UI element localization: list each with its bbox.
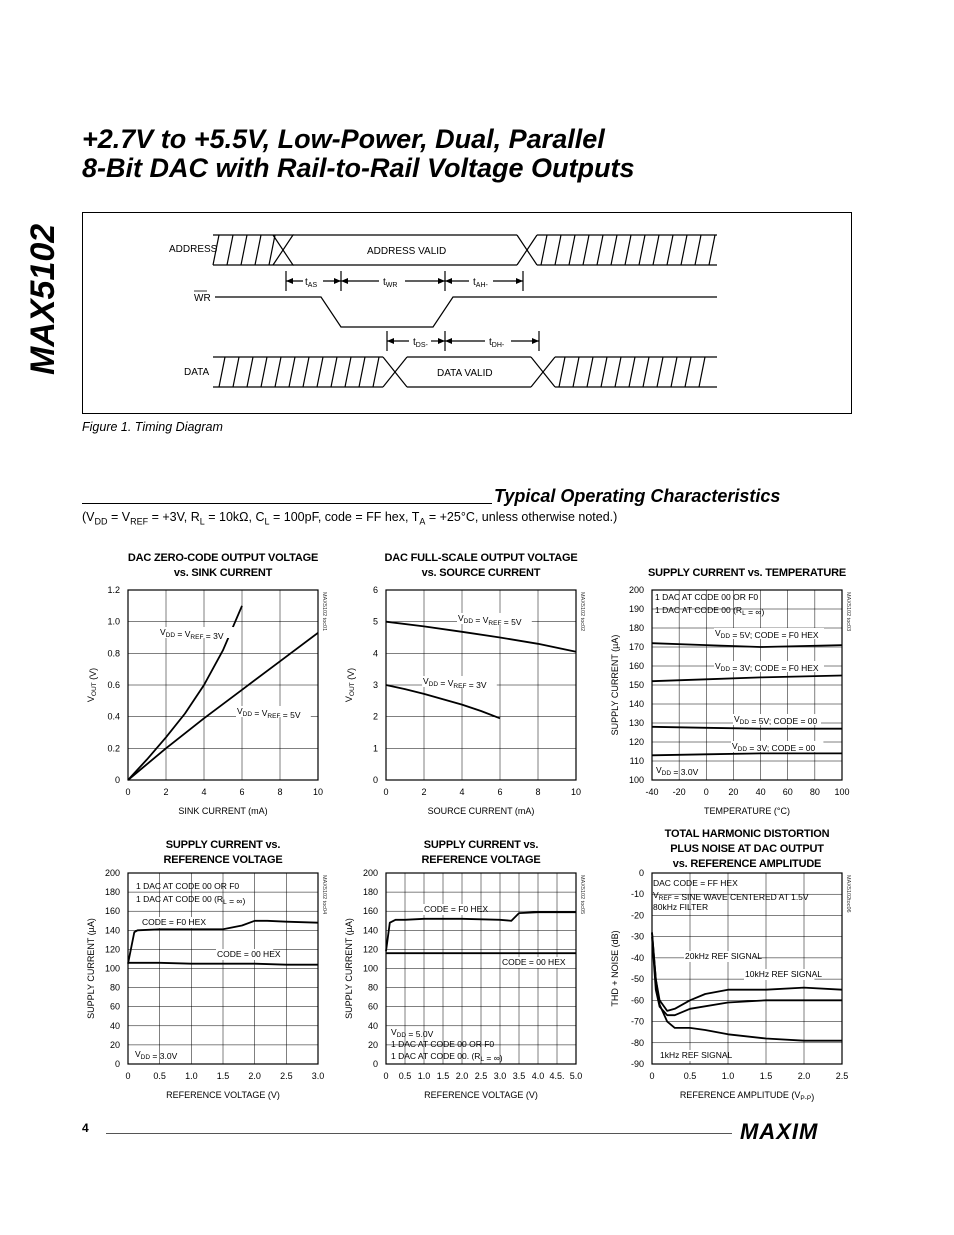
chart-title [356, 551, 606, 581]
chart-svg [80, 830, 340, 1105]
x-tick-label: 4 [459, 787, 465, 797]
side-part-number [10, 210, 66, 380]
series-label: CODE = F0 HEX [424, 904, 489, 914]
x-tick-label: 0 [703, 787, 709, 797]
y-tick-label: 40 [109, 1020, 120, 1031]
x-tick-label: 4 [201, 787, 207, 797]
chart-code: MAX5102 toc04 [321, 875, 327, 915]
conditions-part: = +25°C, unless otherwise noted.) [425, 510, 618, 524]
x-tick-label: 5.0 [569, 1071, 583, 1081]
chart-supply-current-temperature [603, 548, 855, 823]
chart-thd-noise [603, 830, 855, 1105]
y-tick-label: 60 [109, 1001, 120, 1012]
x-tick-label: 2 [421, 787, 427, 797]
chart-note: $V_{DD} = 5.0V$ [391, 1027, 434, 1039]
x-tick-label: 0.5 [153, 1071, 166, 1081]
chart-full-scale-output [338, 548, 598, 823]
x-tick-label: 6 [497, 787, 503, 797]
conditions-part: = V [107, 510, 131, 524]
series-label: CODE = F0 HEX [142, 917, 207, 927]
x-tick-label: 0 [125, 787, 131, 797]
chart-note: 1 DAC AT CODE 00 OR F0 [136, 881, 240, 891]
series-line-0 [386, 622, 576, 652]
x-tick-label: -20 [672, 787, 686, 797]
x-tick-label: 2.5 [474, 1071, 488, 1081]
chart-code: MAX5102toc06 [845, 875, 851, 913]
chart-title [622, 566, 872, 581]
conditions-part: = 100pF, code = FF hex, T [269, 510, 420, 524]
y-tick-label: 190 [628, 604, 644, 614]
x-tick-label: 8 [277, 787, 283, 797]
y-tick-label: 3 [372, 680, 378, 690]
series-label: $V_{DD} = 5V$; CODE = F0 HEX [715, 628, 819, 640]
series-line-1 [128, 963, 318, 965]
y-tick-label: 0.2 [107, 743, 120, 754]
y-tick-label: 20 [367, 1039, 378, 1050]
chart-title-line: PLUS NOISE AT DAC OUTPUT [670, 843, 824, 855]
series-line-3 [652, 753, 842, 755]
y-tick-label: 0.6 [107, 680, 120, 690]
x-tick-label: 0.5 [398, 1071, 412, 1081]
x-tick-label: 2.0 [797, 1071, 811, 1081]
y-tick-label: 2 [372, 711, 378, 722]
chart-title-line: vs. SOURCE CURRENT [421, 567, 541, 579]
chart-supply-current-ref-5v [338, 830, 598, 1105]
y-tick-label: 180 [104, 887, 120, 898]
timing-label-t-wr: WR [385, 282, 398, 289]
chart-note: 1 DAC AT CODE 00. ($R_L$ = ∞) [391, 1051, 503, 1063]
y-tick-label: 120 [628, 737, 644, 747]
chart-title-line: SUPPLY CURRENT vs. [165, 839, 281, 851]
x-tick-label: 1.0 [417, 1071, 431, 1081]
y-tick-label: 200 [362, 868, 378, 878]
test-conditions [82, 510, 617, 527]
x-axis-label: REFERENCE VOLTAGE (V) [166, 1090, 280, 1100]
series-line-2 [652, 727, 842, 729]
series-label: $V_{DD} = 5V$; CODE = 00 [734, 714, 818, 726]
series-label: $V_{DD} = V_{REF} = 3V$ [160, 627, 224, 641]
conditions-part: = 10kΩ, C [204, 510, 265, 524]
x-tick-label: 10 [312, 787, 324, 797]
timing-label-t-as: AS [307, 282, 318, 289]
conditions-part: A [419, 516, 426, 527]
x-tick-label: 4.0 [531, 1071, 545, 1081]
y-tick-label: 140 [628, 699, 644, 709]
y-tick-label: 120 [362, 944, 378, 955]
y-tick-label: 170 [628, 642, 644, 652]
chart-title-line: REFERENCE VOLTAGE [163, 854, 283, 866]
chart-title-line: SUPPLY CURRENT vs. TEMPERATURE [648, 567, 846, 579]
page-number: 4 [82, 1121, 89, 1135]
y-tick-label: -60 [630, 995, 644, 1006]
x-axis-label: TEMPERATURE (°C) [704, 806, 790, 816]
series-label: CODE = 00 HEX [502, 957, 566, 967]
x-tick-label: 1.5 [759, 1071, 773, 1081]
x-tick-label: 6 [239, 787, 245, 797]
chart-title-line: DAC ZERO-CODE OUTPUT VOLTAGE [127, 552, 319, 564]
x-tick-label: 40 [755, 787, 766, 797]
x-tick-label: 10 [570, 787, 582, 797]
chart-svg [338, 548, 598, 823]
series-label: 1kHz REF SIGNAL [660, 1050, 733, 1060]
chart-svg [80, 548, 340, 823]
chart-note: $V_{DD} = 3.0V$ [135, 1049, 178, 1061]
chart-title [98, 551, 348, 581]
series-line-2 [652, 932, 842, 1040]
x-tick-label: 0 [383, 787, 389, 797]
y-axis-label: SUPPLY CURRENT (µA) [610, 634, 620, 736]
x-axis-label: SINK CURRENT (mA) [178, 806, 268, 816]
chart-code: MAX5102 toc05 [579, 875, 585, 915]
conditions-part: REF [130, 516, 149, 527]
footer-rule [106, 1133, 732, 1134]
y-tick-label: -30 [630, 931, 644, 942]
y-tick-label: -10 [630, 889, 644, 900]
timing-label-data-valid: DATA VALID [437, 368, 493, 379]
y-axis-label: $V_{OUT}$ (V) [344, 667, 356, 703]
y-tick-label: 20 [109, 1039, 120, 1050]
chart-title [622, 827, 872, 872]
timing-label-t-ds: DS- [415, 342, 428, 349]
x-tick-label: 3.5 [512, 1071, 526, 1081]
y-tick-label: 40 [367, 1020, 378, 1031]
chart-note: $V_{DD} = 3.0V$ [656, 765, 699, 777]
y-tick-label: 0 [638, 868, 644, 878]
svg-text:tWR: $t_{WR}$ [383, 277, 398, 289]
y-tick-label: 100 [104, 963, 120, 974]
chart-code: MAX5102 toc03 [845, 592, 851, 632]
timing-label-t-dh: DH- [491, 342, 505, 349]
chart-note: 80kHz FILTER [653, 902, 709, 912]
x-tick-label: 2.0 [455, 1071, 469, 1081]
y-tick-label: 100 [628, 775, 644, 785]
y-tick-label: 1.2 [107, 585, 120, 595]
y-tick-label: 80 [109, 982, 120, 993]
y-tick-label: 0 [372, 1059, 378, 1069]
x-tick-label: 20 [728, 787, 739, 797]
x-tick-label: 60 [782, 787, 793, 797]
x-tick-label: 2 [163, 787, 169, 797]
y-tick-label: 160 [104, 906, 120, 917]
series-label: 10kHz REF SIGNAL [745, 969, 822, 979]
y-tick-label: 100 [362, 963, 378, 974]
x-tick-label: -40 [645, 787, 659, 797]
y-tick-label: -80 [630, 1037, 644, 1048]
y-tick-label: -40 [630, 952, 644, 963]
y-tick-label: 150 [628, 680, 644, 690]
x-tick-label: 4.5. [549, 1071, 565, 1081]
timing-label-data: DATA [184, 367, 210, 378]
y-tick-label: 0.4 [107, 711, 120, 722]
x-axis-label: REFERENCE AMPLITUDE $(V_{P-P})$ [679, 1090, 815, 1102]
x-tick-label: 0 [649, 1071, 655, 1081]
y-axis-label: $V_{OUT}$ (V) [86, 667, 98, 703]
y-tick-label: 0 [372, 775, 378, 785]
svg-text:tDS-: $t_{DS-}$ [413, 337, 428, 349]
chart-note: 1 DAC AT CODE 00 OR F0 [391, 1039, 495, 1049]
x-tick-label: 1.5 [216, 1071, 230, 1081]
side-part-number-text: MAX5102 [24, 223, 62, 375]
timing-label-wr: WR [194, 293, 211, 304]
x-tick-label: 2.5 [280, 1071, 293, 1081]
conditions-part: L [264, 516, 270, 527]
conditions-part: = +3V, R [148, 510, 200, 524]
x-tick-label: 3.0 [493, 1071, 507, 1081]
y-axis-label: SUPPLY CURRENT (µA) [86, 918, 96, 1019]
series-label: $V_{DD} = V_{REF} = 5V$ [237, 706, 301, 720]
section-heading: Typical Operating Characteristics [494, 486, 781, 506]
y-tick-label: 140 [104, 925, 120, 936]
series-line-1 [652, 676, 842, 682]
y-tick-label: 140 [362, 925, 378, 936]
chart-note: 1 DAC AT CODE 00 ($R_L$ = ∞) [136, 894, 246, 906]
timing-label-address-valid: ADDRESS VALID [367, 246, 447, 257]
y-tick-label: 0 [114, 1059, 120, 1069]
y-tick-label: -50 [630, 974, 644, 985]
chart-zero-code-output [80, 548, 340, 823]
chart-code: MAX5102 toc02 [579, 592, 585, 632]
svg-text:tAS: $t_{AS}$ [305, 277, 318, 289]
y-tick-label: 130 [628, 718, 644, 728]
section-rule [82, 503, 492, 504]
chart-supply-current-ref-3v [80, 830, 340, 1105]
series-label: $V_{DD} = 3V$; CODE = 00 [732, 741, 816, 753]
y-tick-label: 180 [362, 887, 378, 898]
y-tick-label: 4 [372, 648, 378, 659]
series-label: $V_{DD} = V_{REF} = 3V$ [423, 676, 487, 690]
chart-svg [603, 548, 855, 823]
y-tick-label: 80 [367, 982, 378, 993]
y-tick-label: 200 [628, 585, 644, 595]
y-axis-label: THD + NOISE (dB) [610, 930, 620, 1007]
y-tick-label: 0 [114, 775, 120, 785]
x-tick-label: 1.0 [185, 1071, 198, 1081]
y-tick-label: 200 [104, 868, 120, 878]
x-tick-label: 8 [535, 787, 541, 797]
chart-note: 1 DAC AT CODE 00 ($R_L$ = ∞) [655, 605, 765, 617]
chart-svg [338, 830, 598, 1105]
maxim-logo [740, 1120, 854, 1142]
y-tick-label: 6 [372, 585, 378, 595]
conditions-part: DD [94, 516, 108, 527]
timing-diagram [83, 213, 853, 415]
chart-title [98, 838, 348, 868]
y-tick-label: 0.8 [107, 648, 120, 659]
conditions-part: (V [82, 510, 95, 524]
chart-code: MAX5102 toc01 [321, 592, 327, 632]
y-tick-label: 1.0 [107, 616, 120, 627]
y-tick-label: 1 [372, 743, 378, 754]
y-tick-label: 60 [367, 1001, 378, 1012]
x-axis-label: SOURCE CURRENT (mA) [427, 806, 535, 816]
series-label: CODE = 00 HEX [217, 949, 281, 959]
x-tick-label: 0 [383, 1071, 389, 1081]
series-line-0 [652, 643, 842, 647]
x-axis-label: REFERENCE VOLTAGE (V) [424, 1090, 538, 1100]
chart-note: 1 DAC AT CODE 00 OR F0 [655, 592, 759, 602]
x-tick-label: 1.5 [436, 1071, 450, 1081]
chart-note: $V_{REF}$ = SINE WAVE CENTERED AT 1.5V [653, 890, 809, 902]
chart-note: DAC CODE = FF HEX [653, 878, 738, 888]
y-tick-label: -70 [630, 1016, 644, 1027]
chart-title-line: DAC FULL-SCALE OUTPUT VOLTAGE [384, 552, 578, 564]
x-tick-label: 2.0 [248, 1071, 261, 1081]
y-tick-label: -90 [630, 1059, 644, 1069]
x-tick-label: 100 [834, 787, 850, 797]
timing-label-t-ah: AH- [475, 282, 488, 289]
x-tick-label: 3.0 [311, 1071, 325, 1081]
maxim-logo-text: MAXIM [740, 1120, 819, 1142]
x-tick-label: 0.5 [683, 1071, 697, 1081]
chart-title-line: REFERENCE VOLTAGE [421, 854, 541, 866]
figure-caption: Figure 1. Timing Diagram [82, 420, 223, 434]
chart-title [356, 838, 606, 868]
chart-title-line: vs. SINK CURRENT [173, 567, 273, 579]
svg-text:tDH-: $t_{DH-}$ [489, 337, 505, 349]
page-title-line-2: 8-Bit DAC with Rail-to-Rail Voltage Outputs [82, 153, 635, 183]
y-axis-label: SUPPLY CURRENT (µA) [344, 918, 354, 1019]
y-tick-label: 160 [628, 661, 644, 671]
y-tick-label: 120 [104, 944, 120, 955]
conditions-part: L [199, 516, 205, 527]
x-tick-label: 1.0 [721, 1071, 735, 1081]
timing-label-address: ADDRESS [169, 244, 218, 255]
series-label: $V_{DD} = 3V$; CODE = F0 HEX [715, 661, 819, 673]
chart-title-line: TOTAL HARMONIC DISTORTION [664, 828, 830, 840]
page-title-line-1: +2.7V to +5.5V, Low-Power, Dual, Parallel [82, 124, 605, 154]
y-tick-label: 5 [372, 616, 378, 627]
y-tick-label: 160 [362, 906, 378, 917]
y-tick-label: 110 [629, 756, 644, 766]
series-label: $V_{DD} = V_{REF} = 5V$ [458, 613, 522, 627]
y-tick-label: -20 [630, 910, 644, 921]
y-tick-label: 180 [628, 623, 644, 633]
chart-title-line: SUPPLY CURRENT vs. [423, 839, 539, 851]
series-label: 20kHz REF SIGNAL [685, 951, 762, 961]
x-tick-label: 0 [125, 1071, 131, 1081]
x-tick-label: 80 [809, 787, 820, 797]
x-tick-label: 2.5 [835, 1071, 849, 1081]
svg-text:tAH-: $t_{AH-}$ [473, 277, 488, 289]
timing-diagram-frame [82, 212, 852, 414]
chart-title-line: vs. REFERENCE AMPLITUDE [672, 858, 822, 870]
